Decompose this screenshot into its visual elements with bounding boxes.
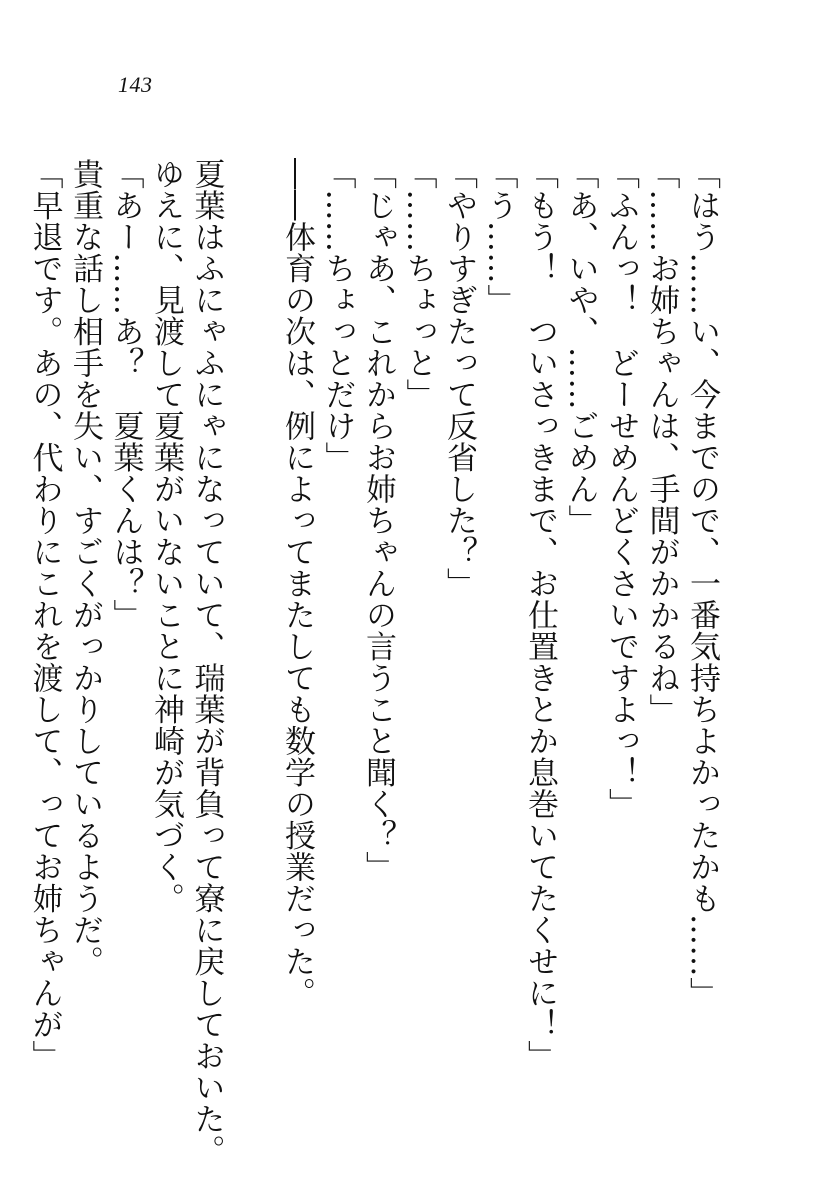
text-line: 「……ちょっとだけ」 [319, 158, 356, 473]
text-line: 「……ちょっと」 [400, 158, 437, 410]
page-number: 143 [118, 72, 153, 97]
text-line: 貴重な話し相手を失い、すごくがっかりしているようだ。 [67, 158, 103, 977]
text-line: 「はう……い、今までので、一番気持ちよかったかも……」 [684, 158, 720, 1009]
text-line: ――体育の次は、例によってまたしても数学の授業だった。 [279, 158, 315, 1009]
text-line: 「もう！ ついさっきまで、お仕置きとか息巻いてたくせに！」 [522, 158, 558, 1072]
text-line: 「あー……あ？ 夏葉くんは？」 [107, 158, 144, 631]
novel-text-body [24, 158, 722, 1166]
text-line: 「早退です。あの、代わりにこれを渡して、ってお姉ちゃんが」 [26, 158, 63, 1072]
text-line: 「やりすぎたって反省した？」 [441, 158, 477, 599]
text-line: 「う……」 [481, 158, 518, 316]
text-line: 「ふんっ！ どーせめんどくさいですよっ！」 [603, 158, 639, 820]
text-line: 夏葉はふにゃふにゃになっていて、瑞葉が背負って寮に戻しておいた。 [188, 158, 225, 1166]
text-line: 「じゃあ、これからお姉ちゃんの言うこと聞く？」 [360, 158, 396, 883]
text-line: ゆえに、見渡して夏葉がいないことに神崎が気づく。 [148, 158, 184, 914]
text-line: 「……お姉ちゃんは、手間がかかるね」 [643, 158, 680, 725]
text-line: 「あ、いや、……ごめん」 [562, 158, 599, 536]
